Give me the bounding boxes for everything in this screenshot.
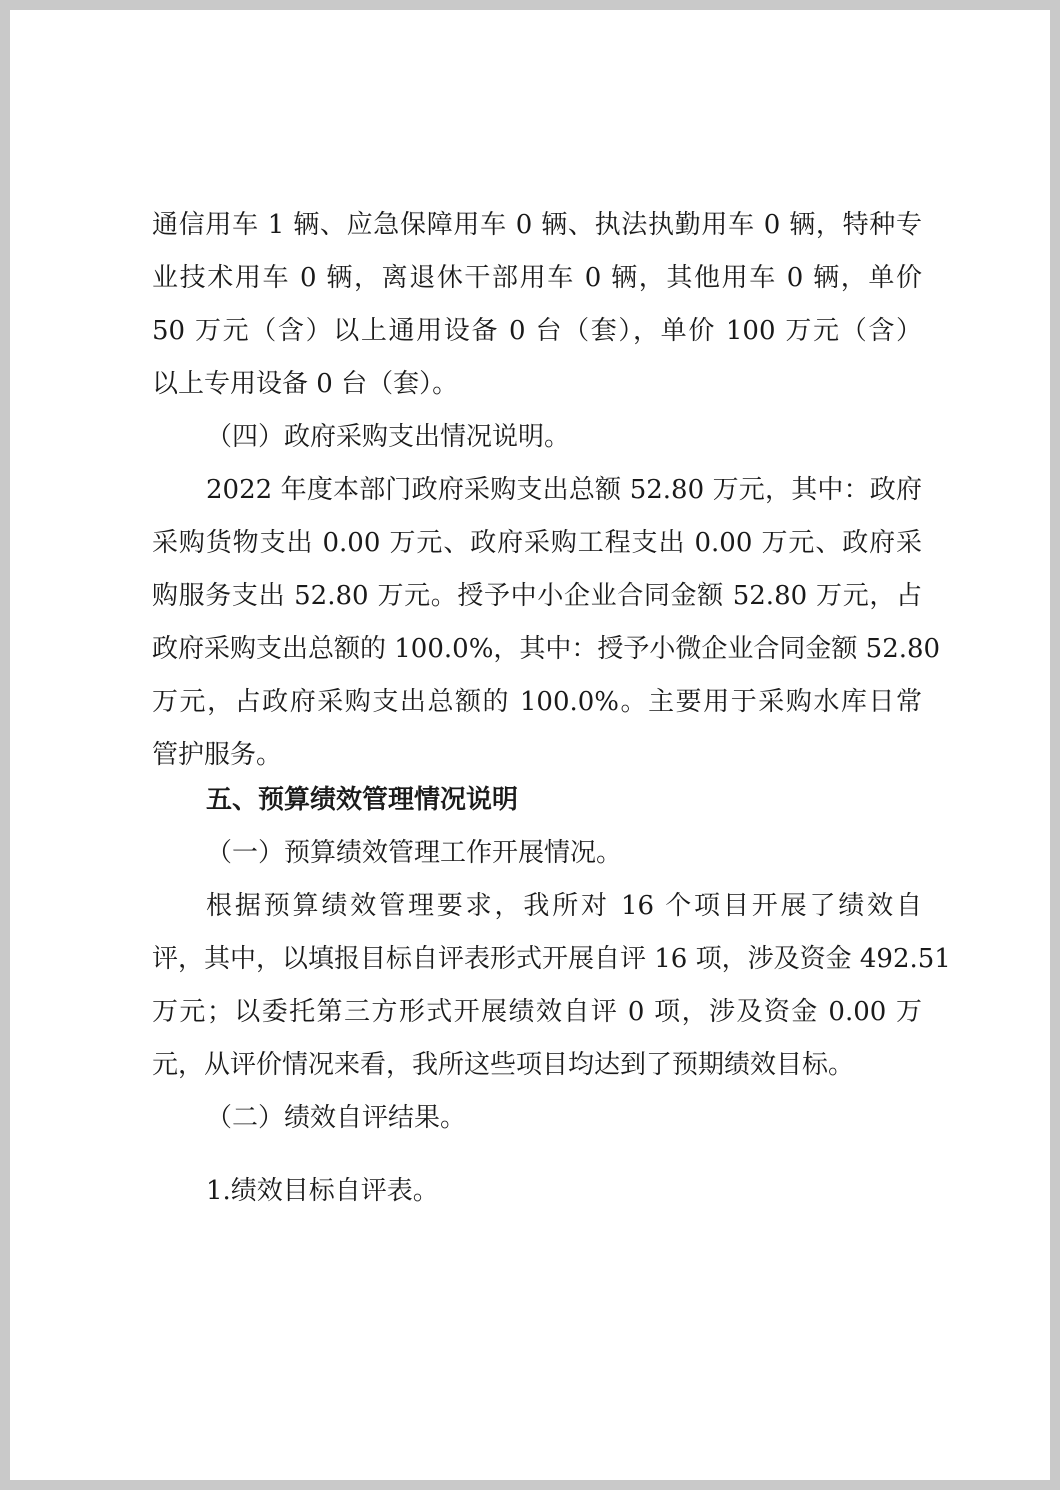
- paragraph-line: 万元；以委托第三方形式开展绩效自评 0 项，涉及资金 0.00 万: [152, 997, 922, 1027]
- paragraph-line: 50 万元（含）以上通用设备 0 台（套），单价 100 万元（含）: [152, 316, 922, 346]
- paragraph-line: 万元，占政府采购支出总额的 100.0%。主要用于采购水库日常: [152, 687, 922, 717]
- list-item: 1.绩效目标自评表。: [206, 1176, 439, 1206]
- section-subheading: （一）预算绩效管理工作开展情况。: [206, 838, 623, 868]
- document-page: [10, 10, 1050, 1480]
- section-heading: 五、预算绩效管理情况说明: [206, 785, 519, 815]
- paragraph-line: 2022 年度本部门政府采购支出总额 52.80 万元，其中：政府: [206, 475, 922, 505]
- paragraph-line: 采购货物支出 0.00 万元、政府采购工程支出 0.00 万元、政府采: [152, 528, 922, 558]
- paragraph-line: 通信用车 1 辆、应急保障用车 0 辆、执法执勤用车 0 辆，特种专: [152, 210, 922, 240]
- paragraph-line: 评，其中，以填报目标自评表形式开展自评 16 项，涉及资金 492.51: [152, 944, 951, 974]
- paragraph-line: 以上专用设备 0 台（套）。: [152, 369, 459, 399]
- paragraph-line: 根据预算绩效管理要求，我所对 16 个项目开展了绩效自: [206, 891, 922, 921]
- paragraph-line: 管护服务。: [152, 740, 283, 770]
- section-subheading: （二）绩效自评结果。: [206, 1103, 467, 1133]
- paragraph-line: 购服务支出 52.80 万元。授予中小企业合同金额 52.80 万元，占: [152, 581, 922, 611]
- section-subheading: （四）政府采购支出情况说明。: [206, 422, 571, 452]
- paragraph-line: 元，从评价情况来看，我所这些项目均达到了预期绩效目标。: [152, 1050, 855, 1080]
- paragraph-line: 政府采购支出总额的 100.0%，其中：授予小微企业合同金额 52.80: [152, 634, 941, 664]
- paragraph-line: 业技术用车 0 辆，离退休干部用车 0 辆，其他用车 0 辆，单价: [152, 263, 922, 293]
